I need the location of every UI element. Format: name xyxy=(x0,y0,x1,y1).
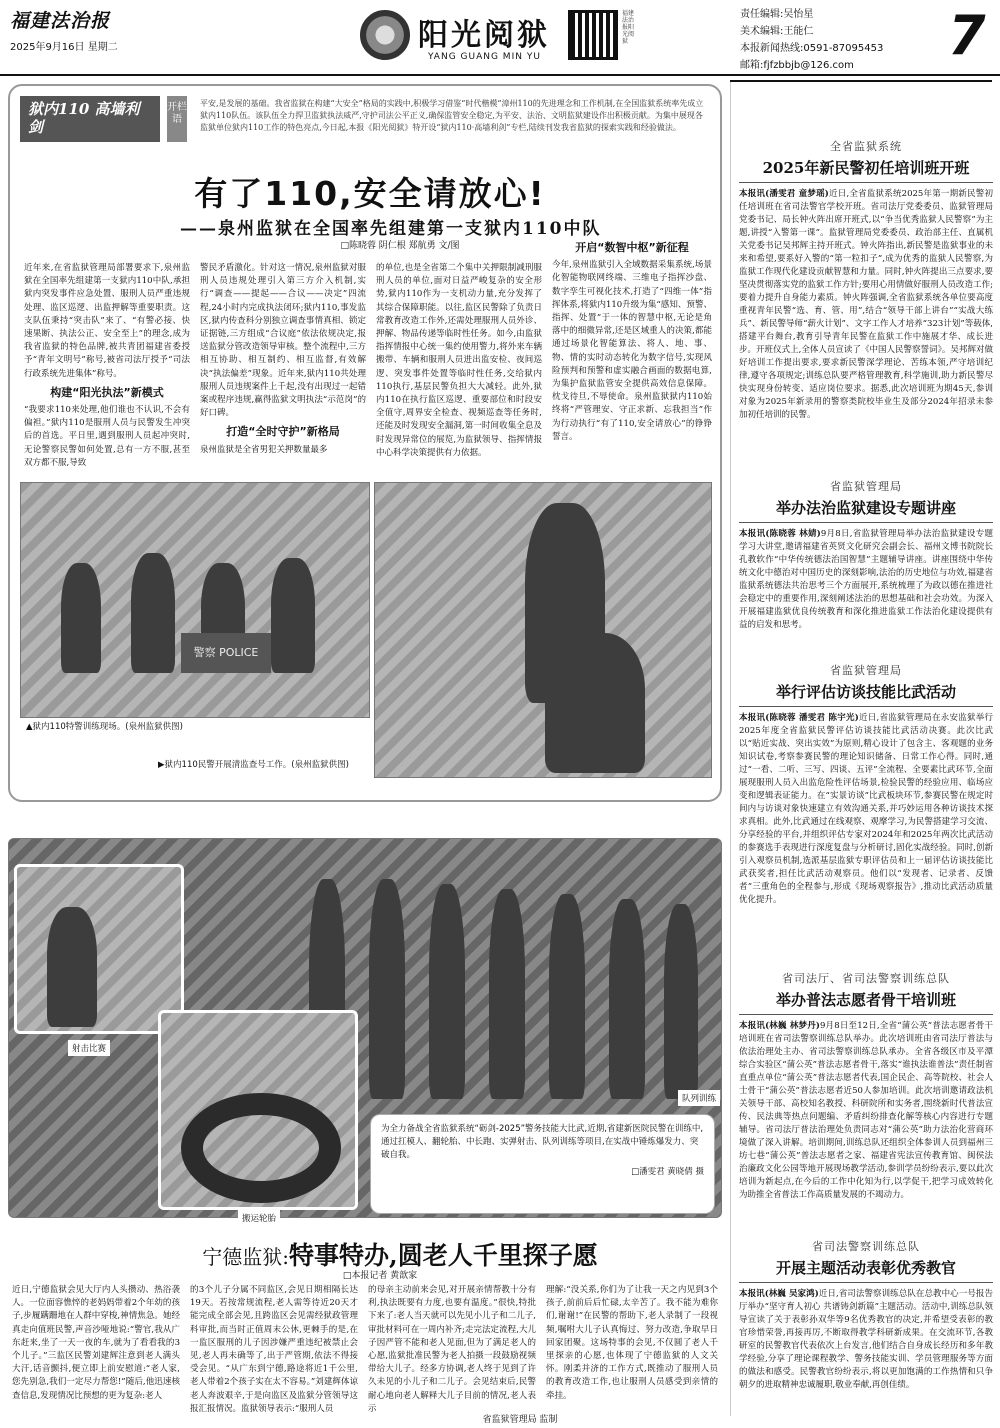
brief-item xyxy=(739,478,993,678)
caption-text: 为全力备战全省监狱系统“砺剑-2025”警务技能大比武,近期,省建新医院民警在训练中,通过扛模人、翻轮胎、中长跑、实弹射击、队列训练等项目,在实战中锤炼爆发力、突破自我。 xyxy=(381,1124,704,1160)
story2-headline xyxy=(140,1236,660,1272)
tire-shape xyxy=(181,1093,341,1203)
brief-item xyxy=(739,138,993,468)
brief-item xyxy=(739,662,993,962)
brief-lead: 本报讯(陈晓蓉 潘雯君 陈宇光) xyxy=(739,713,859,723)
figure-shape xyxy=(131,553,175,673)
feature-column-1 xyxy=(24,262,190,472)
caption-credit: □潘雯君 黄晓倩 摄 xyxy=(631,1167,704,1177)
page-footer: 省监狱管理局 监制 xyxy=(482,1415,558,1425)
figure-shape xyxy=(271,558,315,673)
training-photo xyxy=(20,482,370,718)
brief-kicker: 全省监狱系统 xyxy=(830,140,902,153)
issue-date: 2025年9月16日 星期二 xyxy=(10,42,118,53)
brief-text: 近日,省监狱管理局在永安监狱举行2025年度全省监狱民警评估访谈技能比武活动决赛。此次比武以“贴近实战、突出实效”为原则,精心设计了包含主、客观题的业务知识试卷,考察参赛民警的理论知识储备、日常工作心得。同时,通过“一看、二听、三写、四谈、五评”全流程、全要素比武环节,全面展现服刑人员入出监危险性评估场景,检验民警的经验应用、临场应变和逻辑表证能力。在“实景访谈”比武板块环节,参赛民警在规定时间内与访谈对象快速建立有效沟通关系,并巧妙运用各种访谈技术探求真相。此外,比武通过在线观察、观摩学习,为民警搭建学习交流、分享经验的平台,并组织评估专家对2024年和2025年两次比武活动的参赛选手表现进行深度复盘与分析研讨,固化实战经验。同时,创新引入观察员机制,选派基层监狱专职评估员和上一届评估访谈技能比武获奖者,担任比武活动观察员。他们以“发现者、记录者、反馈者”三重角色的全程参与,形成《现场观察报告》,推动比武活动质量优化提升。 xyxy=(739,713,993,905)
training-photo-caption: ▲狱内110特警训练现场。(泉州监狱供图) xyxy=(22,718,187,734)
brief-kicker: 省司法警察训练总队 xyxy=(812,1240,920,1253)
brief-lead: 本报讯(林巍 林梦丹) xyxy=(739,1021,820,1031)
paragraph: 警民矛盾激化。针对这一情况,泉州监狱对服刑人员违规处理引入第三方介入机制,实行“调查——提起——合议——决定”四流程,24小时内完成执法闭环;狱内110,事发监区,狱内传查科分别独立调查事情真相、锁定证据链,三方组成“合议庭”依法依规决定,报送监狱分管改造领导审核。整个流程中,三方相互协助、相互制约、相互监督,有效解决“执法偏差”现象。近年来,狱内110共处理服刑人员违规案件上千起,没有出现过一起错案或程序违规,赢得监狱文明执法“示范岗”的好口碑。 xyxy=(200,263,366,419)
email[interactable]: 邮箱:fjfzbbjb@126.com xyxy=(740,60,854,71)
newspaper-name: 福建法治报 xyxy=(10,10,111,32)
brief-kicker: 省监狱管理局 xyxy=(830,664,902,677)
story2-column-1: 近日,宁德监狱会见大厅内人头攒动、热浴袭人。一位面容憔悴的老妈妈带着2个年幼的孩子,步履蹒跚地在人群中穿梭,神情焦急。她经真走向值班民警,声音沙哑地说:“警官,我从广东赶来,坐了一天一夜的车,就为了看看我的3个儿子。”三监区民警刘建辉注意到老人满头大汗,话音颤抖,便立即上前安慰道:“老人家,您先别急,我们一定尽力帮您!”随后,他迅速核查信息,发现情况比预想的更为复杂:老人 xyxy=(12,1285,180,1401)
paragraph: 近年来,在省监狱管理局部署要求下,泉州监狱在全国率先组建第一支狱内110中队,承担狱内突发事件应急处置、服刑人员严重违规处理、监区巡逻、出监押解等重要职责。这支队伍秉持“突击队”来了、“有警必接、快速果断、执法公正、安全至上”的理念,成为我省监狱的特色品牌,被共青团福建省委授予“青年文明号”称号,被省司法厅授予“司法行政系统先进集体”称号。 xyxy=(24,263,190,379)
brief-lead: 本报讯(潘雯君 童梦瑶) xyxy=(739,189,829,199)
series-logo: 狱内110 高墙利剑 xyxy=(20,96,160,142)
story2-column-2: 的3个儿子分属不同监区,会见日期相隔长达19天。若按常规流程,老人需等待近20天才能完成全部会见,且跨监区会见需经狱政管理科审批,而当时正值周末公休,更棘手的是,在一监区服刑的儿子因涉嫌严重违纪被禁止会见,老人再未确等了,出于严管期,依法不得接受会见。“从广东到宁德,路途将近1千公里,老人带着2个孩子实在太不容易。”刘建辉体谅老人奔波艰辛,于是向监区及监狱分管领导这报汇报情况。监狱领导表示:“服刑人员 xyxy=(190,1285,358,1414)
police-shield: 警察 POLICE xyxy=(181,633,271,673)
story2-headline-main: 特事特办,圆老人千里探子愿 xyxy=(289,1241,598,1270)
figure-shape xyxy=(609,899,645,1099)
section-pinyin: YANG GUANG MIN YU xyxy=(428,52,541,62)
figure-shape xyxy=(549,894,585,1099)
paragraph: “我要求110来处理,他们谁也不认识,不会有偏袒。”狱内110是服刑人员与民警发生冲突后的首选。平日里,遇到服刑人员起冲突时,无论警察民警如何处置,总有一方不服,甚至双方都不服,导致 xyxy=(24,405,190,468)
figure-shape xyxy=(489,889,525,1099)
brief-text: 9月8日至12日,全省“蒲公英”普法志愿者骨干培训班在省司法警察训练总队举办。此次培训班由省司法厅普法与依法治理处主办、省司法警察训练总队承办。全省各级区市及平潭综合实验区“蒲公英”普法志愿者骨干,落实“谁执法谁普法”责任制省直重点单位“蒲公英”普法志愿者代表,国企民企、高等院校、社会人士骨干“蒲公英”普法志愿者近50人参加培训。此次培训邀请政法机关领导干部、高校知名教授、科研院所和实务者,围绕新时代普法宣传、民法典等热点问题编、矛盾纠纷排查化解等核心内容进行专题辅导。省司法厅普法治理处负责同志对“蒲公英”助力法治化营商环境做了深入讲解。培训期间,训练总队还组织全体参训人员到福州三坊七巷“蒲公英”普法志愿者之家、福建省宪法宣传教育馆、闽侯法治廉政文化公园等地开展现场教学活动,参训学员纷纷表示,要以此次培训为新起点,在今后的工作中化知为行,以学促干,把学习成效转化为助推全省普法工作高质量发展的不竭动力。 xyxy=(739,1021,993,1200)
brief-title: 开展主题活动表彰优秀教官 xyxy=(739,1257,993,1283)
police-emblem-icon xyxy=(360,10,410,60)
photo-feature-caption xyxy=(370,1114,715,1214)
drill-caption: 队列训练 xyxy=(678,1090,720,1106)
qr-note: 福建法治报阳光阅狱 xyxy=(622,10,635,45)
feature-column-3 xyxy=(376,262,542,472)
section-subhead: 开启“数智中枢”新征程 xyxy=(575,241,689,254)
section-subhead: 构建“阳光执法”新模式 xyxy=(50,385,164,399)
figure-shape xyxy=(545,633,645,773)
editor-line: 责任编辑:吴怡星 xyxy=(740,9,814,20)
brief-item xyxy=(739,1238,993,1414)
tire-caption: 搬运轮胎 xyxy=(238,1210,280,1226)
feature-subhead: ——泉州监狱在全国率先组建第一支狱内110中队 xyxy=(180,219,602,239)
story2-column-3: 的母亲主动前来会见,对开展亲情帮教十分有利,执法既要有力度,也要有温度。”很快,特批下来了:老人当天就可以先见小儿子和二儿子,审批材料可在一周内补齐;走完法定流程,大儿子因严管不能和老人见面,但为了满足老人的心愿,监狱批准民警为老人拍摄一段鼓励视频带给大儿子。经多方协调,老人终于见到了许久未见的小儿子和二儿子。会见结束后,民警耐心地向老人解释大儿子目前的情况,老人表示 xyxy=(368,1285,536,1414)
section-subhead: 打造“全时守护”新格局 xyxy=(226,425,340,439)
figure-shape xyxy=(61,563,101,673)
brief-lead: 本报讯(林巍 吴家鸿) xyxy=(739,1289,819,1299)
art-editor-line: 美术编辑:王能仁 xyxy=(740,26,814,37)
story2-byline: □本报记者 黄歆家 xyxy=(342,1271,418,1281)
hotline: 本报新闻热线:0591-87095453 xyxy=(740,43,884,54)
brief-title: 举办法治监狱建设专题讲座 xyxy=(739,497,993,523)
brief-kicker: 省司法厅、省司法警察训练总队 xyxy=(782,972,950,985)
brief-body xyxy=(739,712,993,970)
story2-headline-lead: 宁德监狱: xyxy=(202,1245,290,1269)
section-title: 阳光阅狱 xyxy=(418,18,550,53)
figure-shape xyxy=(369,879,405,1099)
inspection-photo xyxy=(374,482,712,778)
figure-shape xyxy=(47,907,97,1027)
feature-headline: 有了110,安全请放心! xyxy=(194,174,546,213)
paragraph: 泉州监狱是全省男犯关押数量最多 xyxy=(200,444,328,455)
brief-body xyxy=(739,528,993,668)
brief-title: 举行评估访谈技能比武活动 xyxy=(739,681,993,707)
brief-title: 2025年新民警初任培训班开班 xyxy=(739,157,993,183)
shooting-photo xyxy=(14,864,184,1034)
masthead xyxy=(0,0,1000,76)
brief-kicker: 省监狱管理局 xyxy=(830,480,902,493)
paragraph: 的单位,也是全省第二个集中关押限制减刑服刑人员的单位,面对日益严峻复杂的安全形势,狱内110作为一支机动力量,充分发挥了其综合保障职能。以往,监区民警除了负责日常教育改造工作外,还需处理服刑人员外诊、押解、物品传递等临时性任务。如今,由监狱指挥情报中心统一集约使用警力,将外来车辆搬带、车辆和服刑人员进出监安检、夜间巡逻、突发事件处置等临时性任务,交给狱内110执行,基层民警负担大大减轻。此外,狱内110在执行监区巡逻、重要部位和时段安全值守,周界安全检查、视频巡查等任务时,还能及时发现安全漏洞,第一时间收集全息及时发现异常位的展览,为监狱领导、指挥情报中心科学决策提供有力依据。 xyxy=(376,263,542,458)
column-intro-text: 平安,是发展的基础。我省监狱在构建“大安全”格局的实践中,积极学习借鉴“时代楷模”漳州110的先进理念和工作机制,在全国监狱系统率先成立狱内110队伍。该队伍全力捍卫监狱执法威严,守护司法公平正义,确保监管安全稳定,为平安、法治、文明监狱建设作出积极贡献。为集中展现各监狱单位狱内110工作的特色亮点,今日起,本报《阳光阅狱》特开设“狱内110·高墙利剑”专栏,陆续刊发我省监狱的探索实践和经验做法。 xyxy=(200,99,704,132)
inspect-photo-caption: ▶狱内110民警开展清监查号工作。(泉州监狱供图) xyxy=(154,756,353,772)
brief-item xyxy=(739,970,993,1250)
column-intro-tag: 开栏语 xyxy=(167,96,187,142)
brief-text: 近日,省司法警察训练总队在总教中心一号报告厅举办“坚守育人初心 共谱铸剑新篇”主题活动。活动中,训练总队领导宣读了关于表彰孙双华等9名优秀教官的决定,并希望受表彰的教官珍惜荣誉,再接再厉,不断取得教学科研新成果。在交流环节,各教研室的民警教官代表依次上台发言,他们结合自身成长经历和多年教学经验,分享了理论课程教学、警务技能实训、学员管理服务等方面的做法和感受。民警教官纷纷表示,将以更加饱满的工作热情和只争朝夕的进取精神忠诚履职,敬业奉献,再创佳绩。 xyxy=(739,1289,993,1390)
figure-shape xyxy=(429,884,465,1099)
figure-shape xyxy=(664,904,698,1099)
brief-lead: 本报讯(陈晓蓉 林婧) xyxy=(739,529,821,539)
brief-text: 近日,全省监狱系统2025年第一期新民警初任培训班在省司法警官学校开班。省司法厅党委委员、监狱管理局党委书记、局长钟火阵出席开班式,以“争当优秀监狱人民警察”为主题,讲授“入警第一课”。监狱管理局党委委员、政治部主任、直属机关党委书记吴邦辉主持开班式。钟火阵指出,新民警是监狱事业的未来和希望,要系好入警的“第一粒扣子”,成为优秀的监狱人民警察,为监狱工作现代化建设贡献智慧和力量。同时,钟火阵提出三点要求,要坚决贯彻落实党的监狱工作方针;要用心用情做好服刑人员改造工作;要着力提升自身能力素质。钟火阵强调,全省监狱系统各单位要高度重视青年民警“选、育、管、用”,结合“领导干部上讲台”“实战大练兵”、新民警导师“薪火计划”、文字工作人才培养“323计划”等载体,搭建平台舞台,教育引导青年民警在监狱工作中施展才华、成长进步。开班仪式上,全体人员宣读了《中国人民警察誓词》。吴邦辉对做好培训工作提出要求,要求新民警深学理论、苦练本领,严守培训纪律,遵守各项规定;训练总队要严格管理教育,科学施训,助力新民警尽快实现身份转变、适应岗位要求。据悉,此次培训班为期45天,参训对象为2025年新录用的警察类院校毕业生及部分2024年招录未参加初任培训的民警。 xyxy=(739,189,993,420)
feature-column-4 xyxy=(552,236,712,472)
feature-column-2 xyxy=(200,262,366,472)
brief-text: 9月8日,省监狱管理局举办法治监狱建设专题学习大讲堂,邀请福建省英贤文化研究会副会长、福州文博书院院长孔教软作“中华传统德法治国智慧”主题辅导讲座。讲座围绕中华传统文化中德治对中国历史的深刻影响,法治的历史地位与功效,福建省监狱系统德法共治思考三个方面展开,系统梳理了为政以德在推进社会稳定中的重要作用,深刻阐述法治的思想基础和社会功效。为深入开展福建监狱优良传统教育和深化推进监狱工作法治化建设提供有益的启发和思考。 xyxy=(739,529,993,630)
editor-info xyxy=(740,6,883,74)
brief-body xyxy=(739,1288,993,1420)
brief-body xyxy=(739,1020,993,1258)
qr-code-icon[interactable] xyxy=(568,10,618,60)
brief-title: 举办普法志愿者骨干培训班 xyxy=(739,989,993,1015)
shooting-caption: 射击比赛 xyxy=(68,1040,110,1056)
brief-body xyxy=(739,188,993,478)
story2-column-4: 理解:“没关系,你们为了让我一天之内见到3个孩子,前前后后忙碌,太辛苦了。我不能为难你们,谢谢!”在民警的帮助下,老人录制了一段视频,嘱咐大儿子认真悔过、努力改造,争取早日回家团聚。这场特事的会见,不仅圆了老人千里探亲的心愿,也体现了宁德监狱的人文关怀。刚柔并济的工作方式,既推动了服刑人员的教育改造工作,也让服刑人员感受到亲情的牵挂。 xyxy=(546,1285,718,1401)
feature-byline: □陈晓蓉 阴仁根 郑航勇 文/图 xyxy=(340,241,460,251)
tire-photo xyxy=(158,1010,358,1210)
news-brief-column xyxy=(730,82,992,1416)
feature-article xyxy=(8,84,722,802)
page-number: 7 xyxy=(948,4,986,67)
paragraph: 今年,泉州监狱引入全域数据采集系统,场景化智能物联网终端、三维电子指挥沙盘、数字孪生可视化技术,打造了“四维一体”指挥体系,将狱内110升级为集“感知、预警、指挥、处置”于一体的智慧中枢,无论是角落中的细微异常,还是区域重人的决策,都能通过场景化智能算法、将人、地、事、物、情的实时动态转化为数字信号,实现风险预判和预警和虚实融合画面的数据电算,为集护监狱监管安全提供高效信息保障。枕戈待旦,不辱使命。泉州监狱狱内110始终将“严管理安、守正求新、忘我担当”作为行动执行“有了110,安全请放心”的铮铮誓言。 xyxy=(552,260,712,442)
